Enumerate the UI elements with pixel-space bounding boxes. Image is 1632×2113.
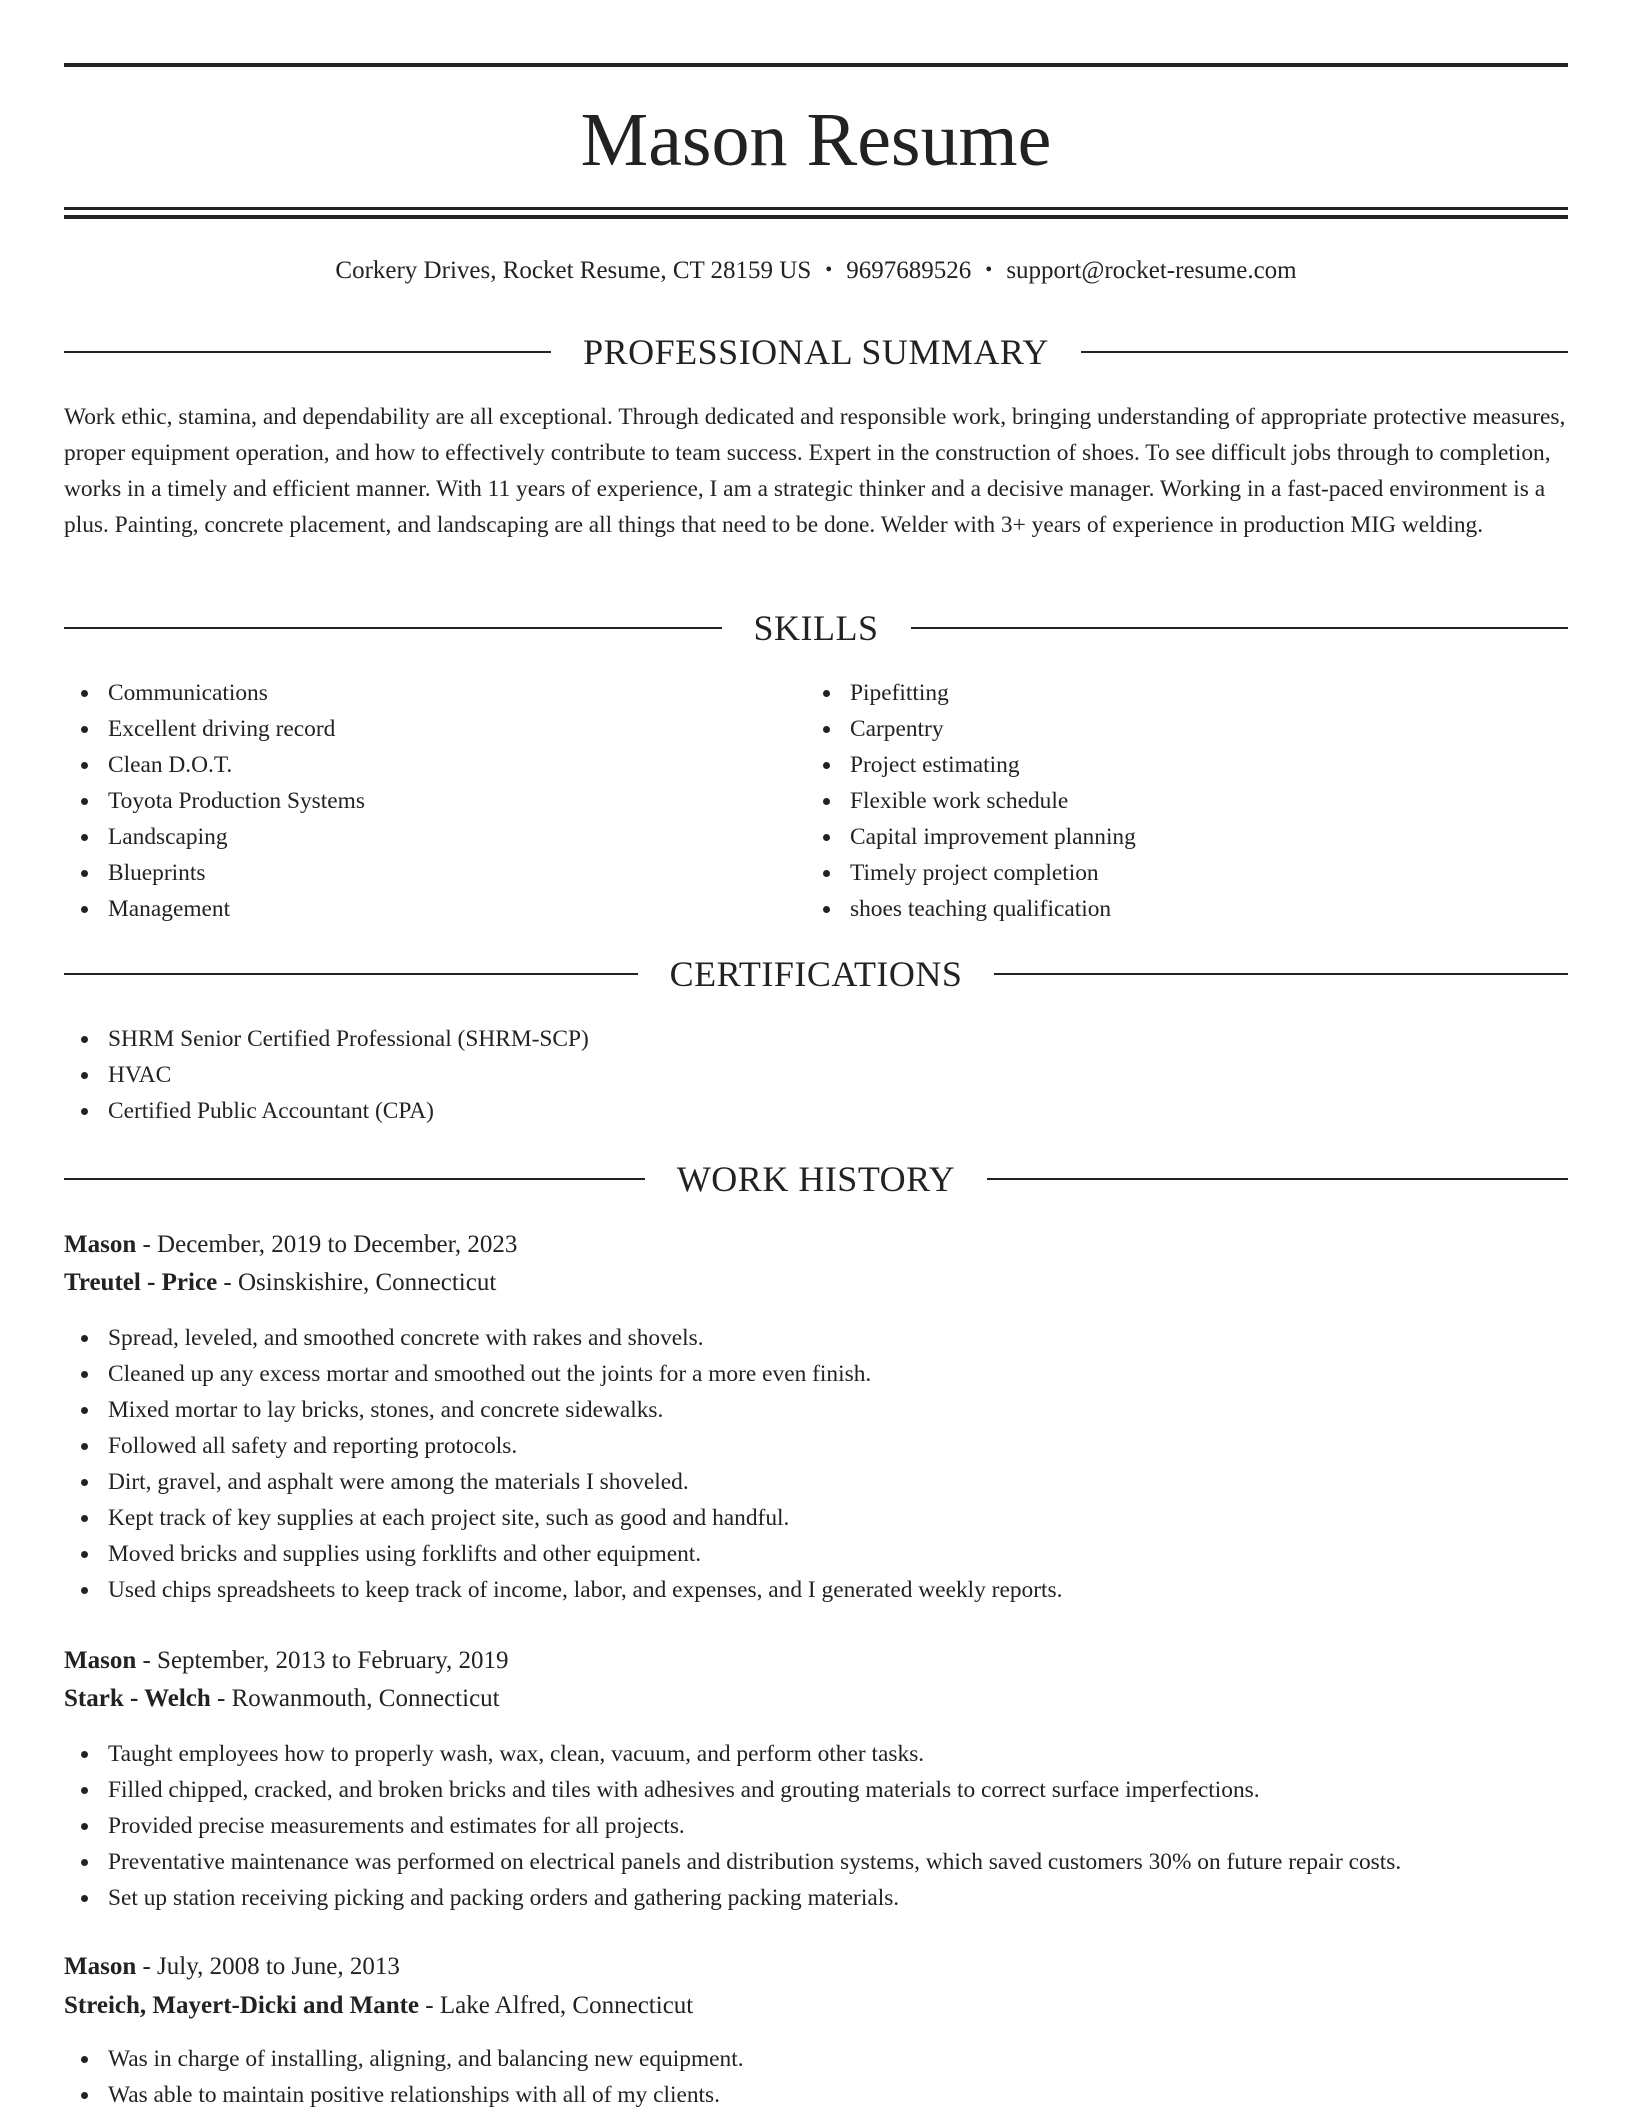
job-bullet: Spread, leveled, and smoothed concrete with rakes and shovels. [64, 1320, 1062, 1356]
job-bullet: Taught employees how to properly wash, wax, clean, vacuum, and perform other tasks. [64, 1736, 1401, 1772]
heading-rule-right [1081, 351, 1568, 353]
summary-heading [64, 330, 1568, 374]
job-bullet: Followed all safety and reporting protocols. [64, 1428, 1062, 1464]
skill-item: Pipefitting [806, 675, 1136, 711]
work-history-heading [64, 1157, 1568, 1201]
job-location: - Rowanmouth, Connecticut [210, 1685, 500, 1712]
heading-rule-left [64, 627, 722, 629]
job-bullet: Was able to maintain positive relationships with all of my clients. [64, 2077, 744, 2113]
job-bullet: Preventative maintenance was performed on electrical panels and distribution systems, which saved customers 30% on future repair costs. [64, 1844, 1401, 1880]
heading-rule-right [994, 973, 1568, 975]
job-bullets [64, 1320, 1062, 1608]
job-title: Mason [64, 1231, 137, 1258]
job-company-line [64, 1265, 496, 1301]
job-title: Mason [64, 1647, 137, 1674]
job-bullet: Provided precise measurements and estimates for all projects. [64, 1808, 1401, 1844]
skill-item: Management [64, 891, 365, 927]
heading-rule-left [64, 351, 551, 353]
summary-heading-text: PROFESSIONAL SUMMARY [583, 332, 1049, 372]
skill-item: Project estimating [806, 747, 1136, 783]
skill-item: Carpentry [806, 711, 1136, 747]
skill-item: Blueprints [64, 855, 365, 891]
job-company: Treutel - Price [64, 1269, 218, 1296]
certifications-heading-text: CERTIFICATIONS [669, 954, 963, 994]
heading-rule-left [64, 973, 638, 975]
header-rule-lower [64, 215, 1568, 219]
job-bullet: Filled chipped, cracked, and broken bricks and tiles with adhesives and grouting materials to correct surface imperfections. [64, 1772, 1401, 1808]
heading-rule-left [64, 1178, 645, 1180]
skill-item: Toyota Production Systems [64, 783, 365, 819]
header-rule-upper [64, 207, 1568, 210]
job-title-line [64, 1227, 517, 1263]
job-title: Mason [64, 1953, 137, 1980]
job-bullet: Mixed mortar to lay bricks, stones, and concrete sidewalks. [64, 1392, 1062, 1428]
skill-item: Flexible work schedule [806, 783, 1136, 819]
job-bullet: Kept track of key supplies at each project site, such as good and handful. [64, 1500, 1062, 1536]
skill-item: Excellent driving record [64, 711, 365, 747]
contact-separator: • [825, 259, 833, 281]
skills-list-left [64, 675, 365, 927]
skill-item: shoes teaching qualification [806, 891, 1136, 927]
skill-item: Landscaping [64, 819, 365, 855]
job-bullets [64, 1736, 1401, 1916]
job-bullets [64, 2041, 744, 2113]
certifications-heading [64, 952, 1568, 996]
job-company: Stark - Welch [64, 1685, 211, 1712]
skills-heading [64, 606, 1568, 650]
heading-rule-right [987, 1178, 1568, 1180]
job-company-line [64, 1988, 693, 2024]
contact-phone: 9697689526 [846, 257, 972, 284]
job-title-line [64, 1949, 400, 1985]
contact-line [64, 254, 1568, 289]
job-bullet: Set up station receiving picking and packing orders and gathering packing materials. [64, 1880, 1401, 1916]
heading-rule-right [911, 627, 1569, 629]
job-bullet: Dirt, gravel, and asphalt were among the materials I shoveled. [64, 1464, 1062, 1500]
skill-item: Capital improvement planning [806, 819, 1136, 855]
certification-item: HVAC [64, 1057, 589, 1093]
certifications-list [64, 1021, 589, 1129]
job-location: - Lake Alfred, Connecticut [419, 1992, 694, 2019]
job-bullet: Used chips spreadsheets to keep track of income, labor, and expenses, and I generated weekly reports. [64, 1572, 1062, 1608]
job-dates: - July, 2008 to June, 2013 [136, 1953, 400, 1980]
job-bullet: Cleaned up any excess mortar and smoothed out the joints for a more even finish. [64, 1356, 1062, 1392]
job-dates: - September, 2013 to February, 2019 [136, 1647, 509, 1674]
certification-item: Certified Public Accountant (CPA) [64, 1093, 589, 1129]
certification-item: SHRM Senior Certified Professional (SHRM-SCP) [64, 1021, 589, 1057]
skills-heading-text: SKILLS [753, 608, 879, 648]
job-dates: - December, 2019 to December, 2023 [136, 1231, 518, 1258]
skill-item: Communications [64, 675, 365, 711]
job-title-line [64, 1643, 509, 1679]
skills-list-right [806, 675, 1136, 927]
job-location: - Osinskishire, Connecticut [217, 1269, 497, 1296]
contact-email: support@rocket-resume.com [1006, 257, 1297, 284]
job-bullet: Was in charge of installing, aligning, and balancing new equipment. [64, 2041, 744, 2077]
skill-item: Timely project completion [806, 855, 1136, 891]
summary-text: Work ethic, stamina, and dependability are all exceptional. Through dedicated and responsible work, bringing understanding of appropriate protective measures, proper equipment operation, and how to effectively contribute to team success. Expert in the construction of shoes. To see difficult jobs through to completion, works in a timely and efficient manner. With 11 years of experience, I am a strategic thinker and a decisive manager. Working in a fast-paced environment is a plus. Painting, concrete placement, and landscaping are all things that need to be done. Welder with 3+ years of experience in production MIG welding. [64, 404, 1566, 538]
contact-address: Corkery Drives, Rocket Resume, CT 28159 US [335, 257, 812, 284]
resume-name: Mason Resume [580, 98, 1052, 182]
contact-separator: • [985, 259, 993, 281]
top-rule [64, 63, 1568, 67]
skill-item: Clean D.O.T. [64, 747, 365, 783]
work-history-heading-text: WORK HISTORY [676, 1159, 956, 1199]
job-bullet: Moved bricks and supplies using forklifts and other equipment. [64, 1536, 1062, 1572]
job-company-line [64, 1681, 500, 1717]
job-company: Streich, Mayert-Dicki and Mante [64, 1992, 420, 2019]
